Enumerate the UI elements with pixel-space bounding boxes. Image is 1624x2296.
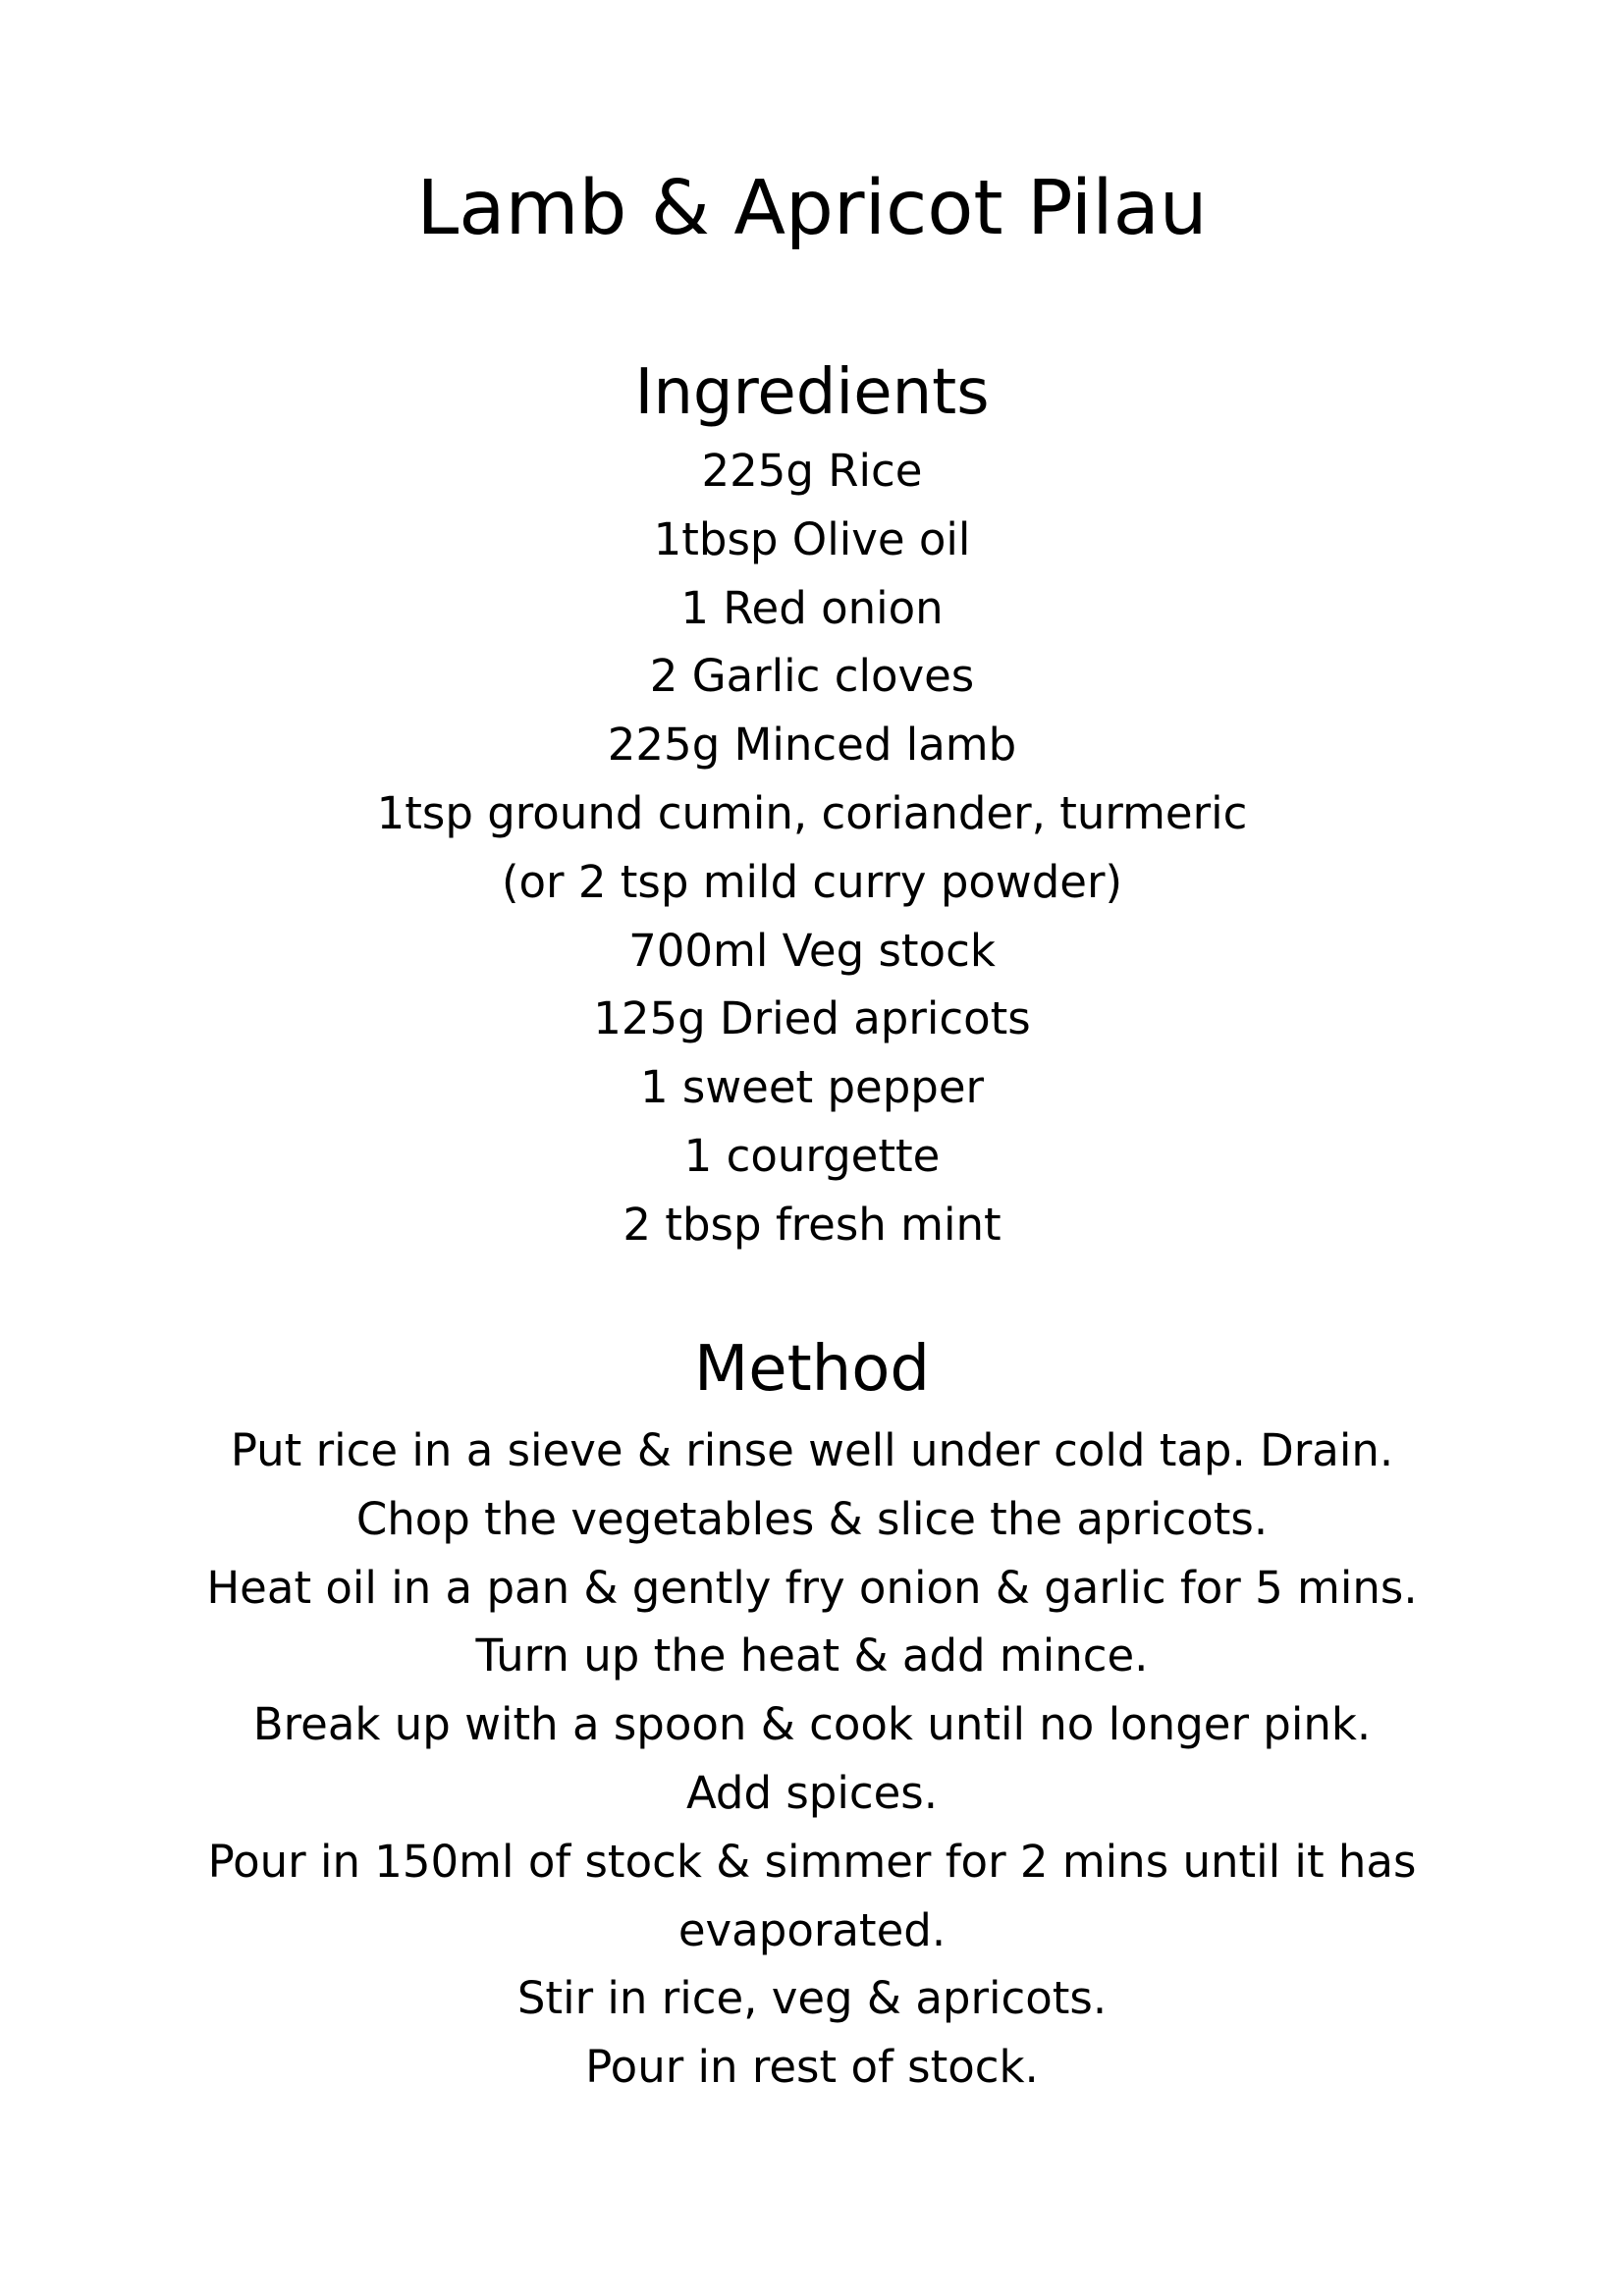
ingredient-item: 700ml Veg stock [628, 924, 996, 977]
method-step: Pour in 150ml of stock & simmer for 2 mins until it has [207, 1835, 1417, 1888]
method-step: Add spices. [685, 1766, 939, 1819]
method-heading: Method [693, 1333, 931, 1406]
ingredients-heading: Ingredients [634, 356, 990, 429]
ingredient-item: 1tsp ground cumin, coriander, turmeric [376, 786, 1248, 839]
ingredient-item: 1 courgette [683, 1129, 941, 1182]
method-list [0, 1416, 1624, 2102]
method-step: Break up with a spoon & cook until no longer pink. [252, 1698, 1372, 1751]
method-step: evaporated. [677, 1903, 947, 1956]
ingredient-item: 1 sweet pepper [639, 1061, 985, 1114]
ingredient-item: 1tbsp Olive oil [653, 512, 971, 565]
method-step: Heat oil in a pan & gently fry onion & garlic for 5 mins. [206, 1561, 1418, 1614]
recipe-title: Lamb & Apricot Pilau [416, 165, 1208, 252]
ingredients-list [0, 437, 1624, 1259]
method-step: Turn up the heat & add mince. [475, 1629, 1149, 1682]
method-step: Pour in rest of stock. [585, 2041, 1039, 2094]
method-step: Put rice in a sieve & rinse well under cold tap. Drain. [230, 1424, 1394, 1476]
ingredient-item: (or 2 tsp mild curry powder) [501, 855, 1123, 908]
ingredient-item: 1 Red onion [680, 581, 944, 634]
ingredient-item: 225g Minced lamb [607, 719, 1017, 772]
method-step: Stir in rice, veg & apricots. [516, 1972, 1108, 2025]
ingredient-item: 2 tbsp fresh mint [623, 1198, 1001, 1251]
ingredient-item: 225g Rice [701, 445, 923, 497]
method-step: Chop the vegetables & slice the apricots. [355, 1492, 1269, 1545]
ingredient-item: 125g Dried apricots [593, 992, 1031, 1045]
ingredient-item: 2 Garlic cloves [649, 650, 975, 703]
